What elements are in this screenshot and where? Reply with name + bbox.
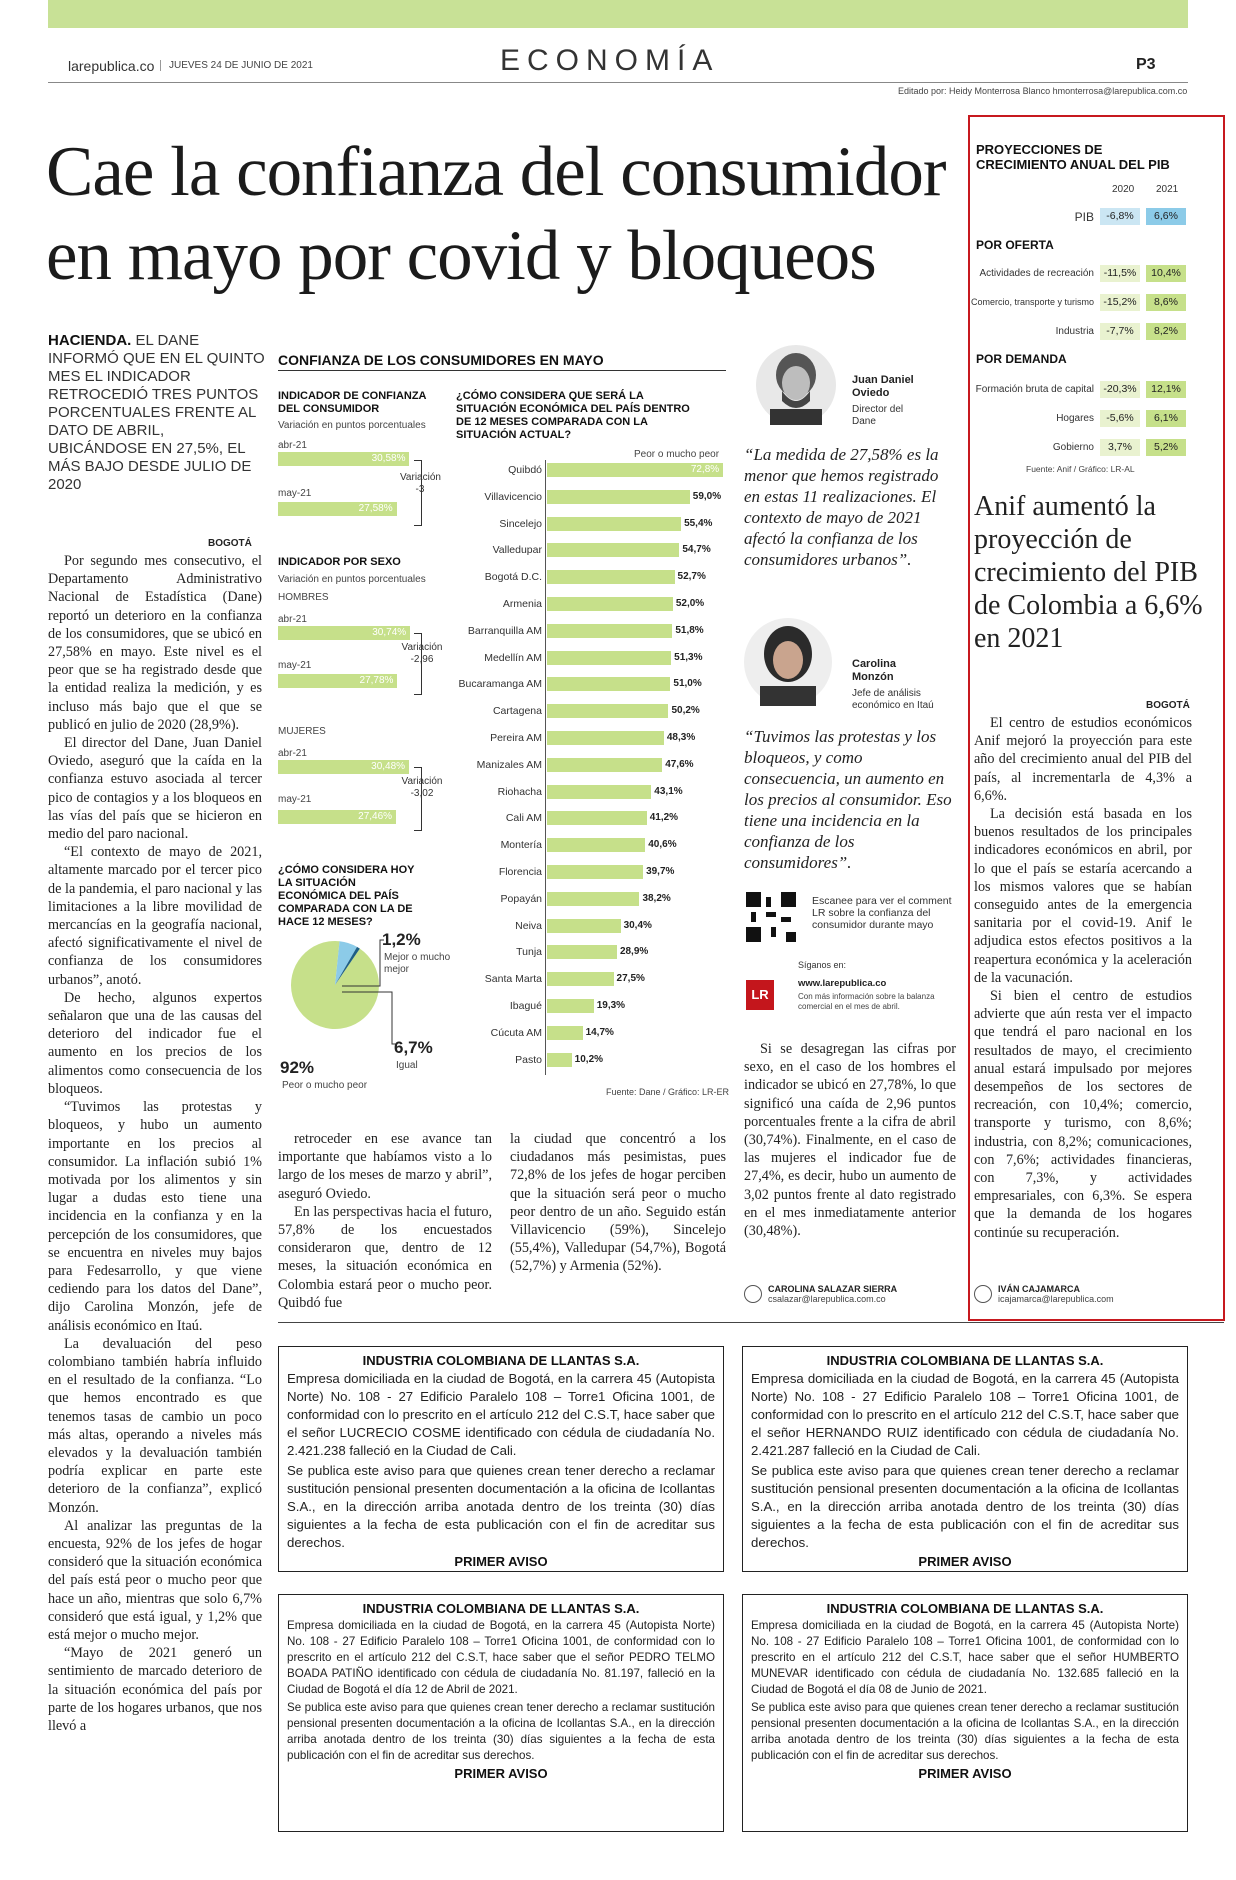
households-2020: -5,6% bbox=[1100, 410, 1140, 427]
paragraph: La decisión está basada en los buenos resultados de los principales indicadores económicos en abril, por lo que el país se estaría acercando a los mismos valores que se habían conseguido antes de la emergencia sanitaria por el covid-19. Anif le adjudica estos efectos positivos a la reapertura económica y la aceleración de la vacunación. bbox=[974, 806, 1192, 986]
legal-notice-3 bbox=[278, 1594, 724, 1832]
notice-footer: PRIMER AVISO bbox=[918, 1766, 1012, 1781]
men-variation-label: Variación bbox=[401, 642, 443, 653]
government-2021: 5,2% bbox=[1146, 439, 1186, 456]
paragraph: El centro de estudios económicos Anif mejoró la proyección para este año del crecimiento anual del PIB del país, al incrementarla de 4,3% a 6,6%. bbox=[974, 715, 1192, 804]
pib-2020: -6,8% bbox=[1100, 208, 1140, 225]
pib-label: PIB bbox=[1074, 210, 1094, 224]
women-bar-label: 30,48% bbox=[371, 761, 406, 772]
city-label: Villavicencio bbox=[484, 490, 542, 503]
legal-notice-1 bbox=[278, 1346, 724, 1572]
men-bar-may bbox=[278, 674, 397, 688]
city-bar-value: 55,4% bbox=[684, 517, 713, 529]
website-description: Con más información sobre la balanza comercial en el mes de abril. bbox=[798, 992, 935, 1011]
women-variation-label: Variación bbox=[401, 776, 443, 787]
city-bar-row bbox=[547, 999, 723, 1026]
city-label: Bogotá D.C. bbox=[484, 571, 542, 584]
city-bar-row bbox=[547, 570, 723, 597]
notice-title: INDUSTRIA COLOMBIANA DE LLANTAS S.A. bbox=[362, 1353, 640, 1368]
pie-label-equal: 6,7% bbox=[394, 1038, 433, 1057]
pib-table-title: PROYECCIONES DE CRECIMIENTO ANUAL DEL PIB bbox=[976, 142, 1170, 172]
city-bar-row bbox=[547, 704, 723, 731]
city-bar-value: 30,4% bbox=[623, 919, 652, 931]
city-bar bbox=[547, 972, 645, 986]
city-label: Quibdó bbox=[508, 464, 542, 476]
notice-title: INDUSTRIA COLOMBIANA DE LLANTAS S.A. bbox=[362, 1601, 640, 1616]
city-bar-value: 47,6% bbox=[665, 758, 694, 770]
notices-rule bbox=[278, 1322, 1224, 1323]
paragraph: Al analizar las preguntas de la encuesta, 92% de los jefes de hogar consideró que la situación económica del país está peor o mucho peor que hace un año, mientras que solo 6,7% consideró que está igual, y 1,2% que está mejor o mucho mejor. bbox=[48, 1517, 262, 1643]
year-col-2021: 2021 bbox=[1156, 184, 1179, 195]
city-bar-row bbox=[547, 919, 723, 946]
capital-2020: -20,3% bbox=[1100, 381, 1140, 398]
variation-label-text: Variación bbox=[400, 472, 441, 483]
carolina-monzon-portrait bbox=[744, 618, 832, 706]
pie-name-worse: Peor o mucho peor bbox=[282, 1080, 368, 1091]
group-demand: POR DEMANDA bbox=[976, 352, 1067, 366]
recreation-2020: -11,5% bbox=[1100, 265, 1140, 282]
editor-credit: Editado por: Heidy Monterrosa Blanco hmonterrosa@larepublica.com.co bbox=[898, 86, 1188, 96]
city-label: Pasto bbox=[515, 1053, 542, 1066]
city-bar-value: 27,5% bbox=[616, 973, 645, 985]
city-label: Cartagena bbox=[492, 705, 542, 718]
city-label: Valledupar bbox=[492, 544, 542, 557]
city-bar bbox=[547, 1053, 604, 1067]
city-bar bbox=[547, 758, 694, 772]
paragraph: El director del Dane, Juan Daniel Oviedo, aseguró que la caída en la confianza estuvo asociada al tercer pico de contagios y a los bloqueos en las vías del país que se hicieron en medio del paro nacional. bbox=[48, 735, 262, 843]
city-bar-value: 10,2% bbox=[574, 1053, 604, 1065]
index-bar-abr bbox=[278, 452, 409, 466]
city-label: Barranquilla AM bbox=[467, 624, 542, 637]
city-bar-value: 52,7% bbox=[677, 571, 706, 583]
paragraph: En las perspectivas hacia el futuro, 57,8% de los encuestados consideraron que, dentro de 12 meses, la situación económica en Colombia estará peor o mucho peor. Quibdó fue bbox=[278, 1203, 492, 1311]
men-cat-1: abr-21 bbox=[278, 614, 307, 625]
city-bar bbox=[547, 463, 723, 477]
city-label: Sincelejo bbox=[499, 517, 542, 530]
recreation-2021: 10,4% bbox=[1146, 265, 1186, 282]
city-bar-row bbox=[547, 677, 723, 704]
city-label: Ibagué bbox=[509, 999, 542, 1012]
notice-footer: PRIMER AVISO bbox=[454, 1554, 548, 1569]
author-icon bbox=[744, 1285, 762, 1303]
city-bar-row bbox=[547, 490, 723, 517]
city-bar bbox=[547, 704, 700, 718]
legal-notice-4 bbox=[742, 1594, 1188, 1832]
city-bar-value: 14,7% bbox=[585, 1026, 614, 1038]
women-bar-abr bbox=[278, 760, 409, 774]
commerce-2021: 8,6% bbox=[1146, 294, 1186, 311]
paragraph: “Tuvimos las protestas y bloqueos, y hubo un aumento importante en los precios al consumidor. La inflación subió 1% motivada por los alimentos y sin lugar a dudas esto tiene una incidencia en la confianza y en la percepción de los consumidores, que se encuentra en niveles muy bajos para Fedesarrollo, y que viene cediendo para los datos del Dane”, dijo Carolina Monzón, jefe de análisis económico en Itaú. bbox=[48, 1099, 262, 1334]
paragraph: la ciudad que concentró a los ciudadanos más pesimistas, pues 72,8% de los jefes de hogar perciben que la situación será peor o mucho peor dentro de un año. Seguido están Villavicencio (59%), Sincelejo (55,4%), Valledupar (54,7%), Bogotá (52,7%) y Armenia (52%). bbox=[510, 1131, 726, 1275]
city-bar-value: 59,0% bbox=[692, 490, 722, 502]
city-bar bbox=[547, 570, 706, 584]
paragraph: “El contexto de mayo de 2021, altamente marcado por el tercer pico de la pandemia, el paro nacional y las limitaciones a la libre movilidad de mercancías en la geografía nacional, afectó significativamente el nivel de confianza de los consumidores urbanos”, anotó. bbox=[48, 844, 262, 988]
notice-body: Empresa domiciliada en la ciudad de Bogotá, en la carrera 45 (Autopista Norte) No. 108 - 27 Edificio Paralelo 108 – Torre1 Oficina 1001, de conformidad con lo prescrito en el artículo 212 del C.S.T, hace saber que el señor PEDRO TELMO BOADA PATIÑO identificado con cédula de ciudadanía No. 81.197, falleció en la Ciudad de Bogotá el día 12 de Abril de 2021. bbox=[287, 1619, 715, 1696]
article-column-2 bbox=[278, 1130, 492, 1312]
industry-2021: 8,2% bbox=[1146, 323, 1186, 340]
city-bar-value: 52,0% bbox=[675, 597, 705, 609]
city-bar-row bbox=[547, 463, 723, 490]
sidebar-headline: Anif aumentó la proyección de crecimiento del PIB de Colombia a 6,6% en 2021 bbox=[974, 491, 1203, 654]
pie-name-better: Mejor o mucho mejor bbox=[384, 952, 451, 975]
city-bar-row bbox=[547, 785, 723, 812]
city-bar bbox=[547, 517, 713, 531]
pie-subtitle: ¿CÓMO CONSIDERA HOY LA SITUACIÓN ECONÓMICA DEL PAÍS COMPARADA CON LA DE HACE 12 MESES? bbox=[278, 864, 415, 928]
city-bar-value: 28,9% bbox=[619, 946, 649, 958]
sex-subtitle: INDICADOR POR SEXO bbox=[278, 556, 401, 568]
city-bar bbox=[547, 919, 652, 933]
city-label: Armenia bbox=[502, 597, 542, 610]
city-bar bbox=[547, 651, 703, 665]
notice-footer: PRIMER AVISO bbox=[918, 1554, 1012, 1569]
women-cat-2: may-21 bbox=[278, 794, 312, 805]
qr-caption: Escanee para ver el comment LR sobre la confianza del consumidor durante mayo bbox=[812, 895, 952, 931]
notice-body: Empresa domiciliada en la ciudad de Bogotá, en la carrera 45 (Autopista Norte) No. 108 - 27 Edificio Paralelo 108 – Torre1 Oficina 1001, de conformidad con lo prescrito en el artículo 212 del C.S.T, hace saber que el señor LUCRECIO COSME identificado con cédula de ciudadanía No. 2.421.238 falleció en la Ciudad de Cali. bbox=[287, 1371, 715, 1458]
paragraph: “Mayo de 2021 generó un sentimiento de marcado deterioro de la situación económica del país por parte de los hogares urbanos, que nos llevó a bbox=[48, 1645, 262, 1734]
follow-label: Síganos en: bbox=[798, 960, 847, 970]
city-bar-row bbox=[547, 811, 723, 838]
author-signature bbox=[744, 1284, 897, 1304]
article-lead bbox=[48, 332, 266, 494]
quote1-name: Juan Daniel Oviedo bbox=[852, 374, 914, 399]
city-bar-row bbox=[547, 651, 723, 678]
lr-logo-icon: LR bbox=[746, 980, 774, 1010]
government-2020: 3,7% bbox=[1100, 439, 1140, 456]
city-label: Cúcuta AM bbox=[490, 1026, 542, 1039]
city-bar-row bbox=[547, 543, 723, 570]
city-label: Bucaramanga AM bbox=[458, 678, 542, 691]
sidebar-author-email[interactable]: icajamarca@larepublica.com bbox=[998, 1294, 1114, 1304]
city-bar-value: 39,7% bbox=[646, 865, 675, 877]
chart-source: Fuente: Dane / Gráfico: LR-ER bbox=[606, 1087, 730, 1097]
sidebar-signature bbox=[974, 1284, 1114, 1304]
page-number: P3 bbox=[1136, 56, 1156, 73]
notice-title: INDUSTRIA COLOMBIANA DE LLANTAS S.A. bbox=[826, 1601, 1104, 1616]
men-bar-label: 27,78% bbox=[359, 675, 394, 686]
women-bar-label: 27,46% bbox=[358, 811, 393, 822]
women-cat-1: abr-21 bbox=[278, 748, 307, 759]
city-bar-row bbox=[547, 838, 723, 865]
women-group-label: MUJERES bbox=[278, 726, 326, 737]
city-labels bbox=[456, 463, 542, 1079]
row-capital: Formación bruta de capital bbox=[975, 384, 1094, 395]
index-bar-may bbox=[278, 502, 397, 516]
city-bar bbox=[547, 945, 649, 959]
notice-body: Empresa domiciliada en la ciudad de Bogotá, en la carrera 45 (Autopista Norte) No. 108 - 27 Edificio Paralelo 108 – Torre1 Oficina 1001, de conformidad con lo prescrito en el artículo 212 del C.S.T, hace saber que el señor HERNANDO RUIZ identificado con cédula de ciudadanía No. 2.421.287 falleció en la Ciudad de Cali. bbox=[751, 1371, 1179, 1458]
city-bar bbox=[547, 731, 696, 745]
row-government: Gobierno bbox=[1052, 442, 1094, 453]
paragraph: Por segundo mes consecutivo, el Departamento Administrativo Nacional de Estadística (Dane) reportó un deterioro en la confianza de los consumidores, que se ubicó en 27,58% en mayo. Este nivel es el peor que se ha registrado desde que la entidad realiza la medición, y es incluso más bajo que el que se publicó en julio de 2020 (28,9%). bbox=[48, 553, 262, 733]
qr-code-icon[interactable] bbox=[746, 892, 796, 942]
author-icon bbox=[974, 1285, 992, 1303]
city-bar bbox=[547, 811, 679, 825]
city-label: Cali AM bbox=[505, 812, 542, 825]
notice-body-2: Se publica este aviso para que quienes crean tener derecho a reclamar sustitución pensional presenten documentación a la oficina de Icollantas S.A., en la dirección arriba anotada dentro de los treinta (30) días siguientes a la fecha de esta publicación con el fin de acreditar sus derechos. bbox=[751, 1701, 1179, 1762]
city-bar-row bbox=[547, 865, 723, 892]
women-variation bbox=[400, 776, 444, 800]
index-bar-label: 27,58% bbox=[358, 503, 393, 514]
city-bar bbox=[547, 624, 704, 638]
lead-text: EL DANE INFORMÓ QUE EN EL QUINTO MES EL INDICADOR RETROCEDIÓ TRES PUNTOS PORCENTUALES FRENTE AL DATO DE ABRIL, UBICÁNDOSE EN 27,5%, EL MÁS BAJO DESDE JULIO DE 2020 bbox=[48, 332, 265, 493]
index-note: Variación en puntos porcentuales bbox=[278, 420, 426, 431]
index-subtitle: INDICADOR DE CONFIANZA DEL CONSUMIDOR bbox=[278, 390, 427, 415]
city-bar-value: 51,0% bbox=[673, 678, 702, 690]
cities-axis bbox=[545, 460, 546, 1075]
sex-note: Variación en puntos porcentuales bbox=[278, 574, 426, 585]
city-bar-row bbox=[547, 624, 723, 651]
city-bar-value: 54,7% bbox=[682, 544, 711, 556]
capital-2021: 12,1% bbox=[1146, 381, 1186, 398]
households-2021: 6,1% bbox=[1146, 410, 1186, 427]
cities-series-label: Peor o mucho peor bbox=[634, 449, 720, 460]
men-variation bbox=[400, 642, 444, 666]
quote1-role: Director del Dane bbox=[852, 404, 904, 427]
city-bar-row bbox=[547, 972, 723, 999]
paragraph: Si bien el centro de estudios advierte que aún resta ver el impacto que tendrá el paro nacional en los resultados de mayo, el crecimiento anual estará impulsado por mejores desempeños de los sectores de recreación, con 10,4%; comercio, transporte y turismo, con 8,6%; industria, con 8,2%; comunicaciones, con 7,6%; actividades financieras, con 7,3%, y actividades empresariales, con 6,3%. Se espera que la demanda de los hogares continúe su recuperación. bbox=[974, 988, 1192, 1241]
pie-name-equal: Igual bbox=[396, 1060, 418, 1071]
city-bar-value: 19,3% bbox=[596, 999, 626, 1011]
city-label: Neiva bbox=[515, 919, 542, 932]
year-col-2020: 2020 bbox=[1112, 184, 1135, 195]
lead-kicker: HACIENDA. bbox=[48, 332, 132, 349]
chart-rule bbox=[278, 370, 726, 371]
quote1-text: “La medida de 27,58% es la menor que hemos registrado en estas 11 realizaciones. El contexto de mayo de 2021 afectó la confianza de los consumidores urbanos”. bbox=[744, 445, 939, 569]
paragraph: De hecho, algunos expertos señalaron que una de las causas del deterioro del indicador fue el aumento en los precios de los alimentos como consecuencia de los bloqueos. bbox=[48, 989, 262, 1097]
top-color-bar bbox=[48, 0, 1188, 28]
row-commerce: Comercio, transporte y turismo bbox=[970, 297, 1094, 307]
pib-source: Fuente: Anif / Gráfico: LR-AL bbox=[1026, 464, 1135, 474]
city-bar-value: 51,3% bbox=[674, 651, 703, 663]
quote2-role: Jefe de análisis económico en Itaú bbox=[852, 688, 934, 711]
men-variation-value: -2,96 bbox=[410, 654, 434, 665]
juan-daniel-oviedo-portrait bbox=[756, 345, 836, 425]
index-cat-2: may-21 bbox=[278, 488, 312, 499]
city-label: Manizales AM bbox=[476, 758, 542, 771]
women-variation-value: -3,02 bbox=[410, 788, 434, 799]
variation-label bbox=[400, 472, 440, 496]
paragraph: retroceder en ese avance tan importante que habíamos visto a lo largo de los meses de marzo y abril”, aseguró Oviedo. bbox=[278, 1131, 492, 1202]
index-bar-label: 30,58% bbox=[371, 453, 406, 464]
city-label: Tunja bbox=[516, 946, 542, 959]
notice-title: INDUSTRIA COLOMBIANA DE LLANTAS S.A. bbox=[826, 1353, 1104, 1368]
sidebar-dateline: BOGOTÁ bbox=[1146, 700, 1190, 711]
dateline-city: BOGOTÁ bbox=[208, 538, 252, 549]
notice-body: Empresa domiciliada en la ciudad de Bogotá, en la carrera 45 (Autopista Norte) No. 108 - 27 Edificio Paralelo 108 – Torre1 Oficina 1001, de conformidad con lo prescrito en el artículo 212 del C.S.T, hace saber que el señor HUMBERTO MUNEVAR identificado con cédula de ciudadanía No. 132.685 falleció en la Ciudad de Bogotá el día 08 de Junio de 2021. bbox=[751, 1619, 1179, 1696]
city-bars bbox=[547, 463, 723, 1079]
women-bar-may bbox=[278, 810, 396, 824]
legal-notice-2 bbox=[742, 1346, 1188, 1572]
site-name[interactable]: larepublica.co bbox=[68, 58, 155, 74]
city-label: Montería bbox=[500, 839, 542, 852]
paragraph: Si se desagregan las cifras por sexo, en el caso de los hombres el indicador se ubicó en 27,78%, lo que significó una caída de 2,96 puntos porcentuales frente a la cifra de abril (30,74%). Finalmente, en el caso de las mujeres el indicador fue de 27,4%, es decir, hubo un aumento de 3,02 puntos frente al dato registrado en el mes inmediatamente anterior (30,48%). bbox=[744, 1041, 956, 1240]
author-name: CAROLINA SALAZAR SIERRA bbox=[768, 1284, 898, 1294]
city-bar-row bbox=[547, 517, 723, 544]
paragraph: La devaluación del peso colombiano también habría influido en el resultado de la confianza. “Lo que hemos encontrado es que tenemos tasas de cambio un poco más altas, operando a niveles más elevados y la devaluación también podría explicar en parte este deterioro de la confianza”, explicó Monzón. bbox=[48, 1335, 262, 1516]
quote2-text: “Tuvimos las protestas y los bloqueos, y como consecuencia, un aumento en los precios al consumidor. Eso tiene una incidencia en la confianza de los consumidores”. bbox=[744, 727, 952, 872]
article-column-4 bbox=[744, 1040, 956, 1240]
variation-value: -3 bbox=[415, 484, 425, 495]
group-supply: POR OFERTA bbox=[976, 238, 1054, 252]
city-bar bbox=[547, 999, 626, 1013]
city-label: Santa Marta bbox=[484, 973, 542, 986]
notice-body-2: Se publica este aviso para que quienes crean tener derecho a reclamar sustitución pensional presenten documentación a la oficina de Icollantas S.A., en la dirección arriba anotada dentro de los treinta (30) días siguientes a la fecha de esta publicación con el fin de acreditar sus derechos. bbox=[751, 1463, 1179, 1550]
city-bar-value: 48,3% bbox=[666, 731, 696, 743]
city-label: Riohacha bbox=[497, 785, 542, 798]
city-bar bbox=[547, 677, 702, 691]
pie-label-worse: 92% bbox=[280, 1058, 315, 1077]
row-households: Hogares bbox=[1056, 413, 1094, 424]
city-bar bbox=[547, 785, 683, 799]
city-bar-value: 51,8% bbox=[675, 624, 704, 636]
men-bar-label: 30,74% bbox=[372, 627, 407, 638]
city-bar-value: 50,2% bbox=[671, 705, 700, 717]
city-bar-value: 38,2% bbox=[642, 892, 671, 904]
article-column-3 bbox=[510, 1130, 726, 1276]
city-label: Pereira AM bbox=[490, 731, 542, 744]
men-bar-abr bbox=[278, 626, 410, 640]
pie-leader-lines bbox=[340, 930, 400, 1050]
city-bar bbox=[547, 865, 675, 879]
quote2-name: Carolina Monzón bbox=[852, 658, 897, 683]
men-cat-2: may-21 bbox=[278, 660, 312, 671]
city-label: Popayán bbox=[500, 892, 542, 905]
row-recreation: Actividades de recreación bbox=[979, 268, 1094, 279]
commerce-2020: -15,2% bbox=[1100, 294, 1140, 311]
city-bar bbox=[547, 892, 671, 906]
notice-footer: PRIMER AVISO bbox=[454, 1766, 548, 1781]
article-headline: Cae la confianza del consumidor en mayo por covid y bloqueos bbox=[46, 133, 946, 295]
industry-2020: -7,7% bbox=[1100, 323, 1140, 340]
issue-date: JUEVES 24 DE JUNIO DE 2021 bbox=[160, 60, 313, 71]
pie-label-better: 1,2% bbox=[382, 930, 421, 949]
sidebar-text bbox=[974, 714, 1192, 1242]
article-column-1 bbox=[48, 552, 262, 1842]
city-bar-value: 41,2% bbox=[649, 812, 679, 824]
city-bar-row bbox=[547, 1026, 723, 1053]
city-bar-row bbox=[547, 758, 723, 785]
pib-2021: 6,6% bbox=[1146, 208, 1186, 225]
city-bar-row bbox=[547, 945, 723, 972]
cities-subtitle: ¿CÓMO CONSIDERA QUE SERÁ LA SITUACIÓN ECONÓMICA DEL PAÍS DENTRO DE 12 MESES COMPARADA CON LA SITUACIÓN ACTUAL? bbox=[456, 390, 690, 441]
notice-body-2: Se publica este aviso para que quienes crean tener derecho a reclamar sustitución pensional presenten documentación a la oficina de Icollantas S.A., en la dirección arriba anotada dentro de los treinta (30) días siguientes a la fecha de esta publicación con el fin de acreditar sus derechos. bbox=[287, 1463, 715, 1550]
city-label: Medellín AM bbox=[484, 651, 542, 664]
city-bar-value: 72,8% bbox=[690, 464, 720, 475]
city-bar bbox=[547, 490, 722, 504]
city-bar-value: 40,6% bbox=[648, 839, 677, 851]
city-label: Florencia bbox=[498, 865, 542, 878]
city-bar-row bbox=[547, 892, 723, 919]
author-email[interactable]: csalazar@larepublica.com.co bbox=[768, 1294, 886, 1304]
chart-title: CONFIANZA DE LOS CONSUMIDORES EN MAYO bbox=[278, 352, 604, 368]
city-bar bbox=[547, 838, 677, 852]
city-bar-row bbox=[547, 1053, 723, 1080]
index-cat-1: abr-21 bbox=[278, 440, 307, 451]
city-bar bbox=[547, 543, 711, 557]
city-bar bbox=[547, 1026, 614, 1040]
row-industry: Industria bbox=[1055, 326, 1094, 337]
sidebar-author-name: IVÁN CAJAMARCA bbox=[998, 1284, 1081, 1294]
city-bar-value: 43,1% bbox=[654, 785, 683, 797]
city-bar-row bbox=[547, 597, 723, 624]
header-rule bbox=[48, 82, 1188, 83]
city-bar-row bbox=[547, 731, 723, 758]
men-group-label: HOMBRES bbox=[278, 592, 329, 603]
section-title: ECONOMÍA bbox=[500, 44, 720, 77]
notice-body-2: Se publica este aviso para que quienes crean tener derecho a reclamar sustitución pensional presenten documentación a la oficina de Icollantas S.A., en la dirección arriba anotada dentro de los treinta (30) días siguientes a la fecha de esta publicación con el fin de acreditar sus derechos. bbox=[287, 1701, 715, 1762]
website-link[interactable]: www.larepublica.co bbox=[798, 978, 887, 989]
city-bar bbox=[547, 597, 705, 611]
